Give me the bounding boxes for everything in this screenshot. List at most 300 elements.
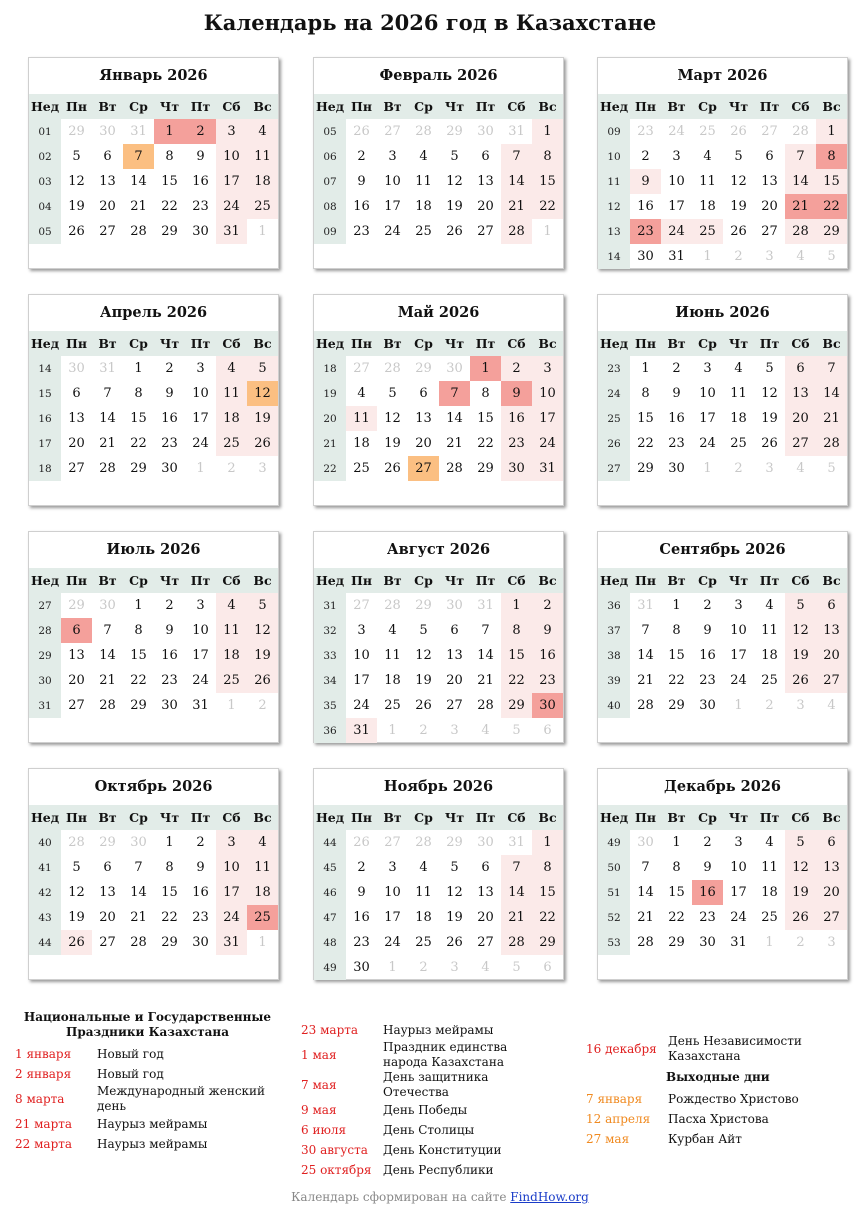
day-cell: 21 [477,673,494,688]
day-cell-other-month: 2 [734,249,743,264]
day-cell: 3 [216,830,247,855]
day-cell-other-month: 2 [227,461,236,476]
day-cell: 12 [247,381,278,406]
month-grid [29,331,278,481]
day-cell: 6 [72,386,81,401]
day-cell: 14 [99,648,116,663]
day-cell: 4 [765,835,774,850]
footer-link[interactable]: FindHow.org [510,1190,589,1204]
day-cell: 6 [816,830,847,855]
day-cell: 13 [446,648,463,663]
day-cell-other-month: 29 [99,835,116,850]
day-cell: 28 [99,461,116,476]
week-number: 14 [29,356,61,381]
legend-holiday-name: День защитника Отечества [383,1070,489,1099]
weekday-header: Вт [661,805,692,830]
day-cell: 8 [501,618,532,643]
day-cell: 19 [68,199,85,214]
day-cell: 6 [481,149,490,164]
day-cell: 5 [388,386,397,401]
day-cell: 6 [419,386,428,401]
day-cell-other-month: 26 [730,124,747,139]
legend-date: 1 мая [301,1048,337,1062]
day-cell: 27 [408,456,439,481]
month-title: Февраль 2026 [379,67,498,84]
day-cell: 27 [816,905,847,930]
day-cell-other-month: 29 [415,361,432,376]
legend-date: 22 марта [15,1137,73,1151]
day-cell: 11 [699,174,716,189]
week-number: 10 [598,144,630,169]
day-cell: 4 [388,623,397,638]
month-grid [598,805,847,955]
legend-national-title: Национальные и Государственные Праздники Казахстана [23,1010,272,1039]
weekday-header: Вс [816,805,847,830]
day-cell: 10 [668,174,685,189]
weekday-header: Чт [154,568,185,593]
weekday-header: Чт [154,94,185,119]
day-cell: 25 [730,436,747,451]
month-title: Апрель 2026 [99,304,208,321]
month-calendar [313,768,564,980]
day-cell: 6 [785,356,816,381]
month-grid [314,94,563,244]
weekday-header: Чт [439,568,470,593]
week-number: 01 [29,119,61,144]
day-cell: 2 [185,119,216,144]
day-cell: 30 [699,698,716,713]
day-cell: 31 [730,935,747,950]
weekday-header: Ср [692,805,723,830]
weekday-header: Ср [408,94,439,119]
day-cell-other-month: 27 [353,598,370,613]
day-cell-other-month: 5 [512,960,521,975]
day-cell: 1 [641,361,650,376]
day-cell-other-month: 3 [450,723,459,738]
month-title: Июнь 2026 [675,304,770,321]
week-number-header: Нед [598,568,630,593]
day-cell-other-month: 31 [99,361,116,376]
day-cell-other-month: 4 [481,960,490,975]
weekday-header: Вт [661,568,692,593]
day-cell: 4 [703,149,712,164]
weekday-header: Чт [723,94,754,119]
day-cell: 25 [353,461,370,476]
day-cell: 26 [247,431,278,456]
day-cell-other-month: 6 [543,960,552,975]
week-number: 38 [598,643,630,668]
day-cell: 1 [165,835,174,850]
day-cell: 24 [730,673,747,688]
day-cell: 30 [699,935,716,950]
day-cell: 31 [532,456,563,481]
day-cell: 17 [730,648,747,663]
day-cell: 13 [477,885,494,900]
day-cell: 22 [668,673,685,688]
weekday-header: Сб [216,568,247,593]
day-cell: 2 [703,598,712,613]
legend-row [586,1109,856,1129]
weekday-header: Пт [754,94,785,119]
day-cell: 29 [477,461,494,476]
day-cell-other-month: 27 [384,835,401,850]
week-number-header: Нед [314,94,346,119]
legend-row [15,1084,280,1114]
day-cell: 27 [99,935,116,950]
day-cell: 9 [196,149,205,164]
day-cell: 14 [477,648,494,663]
weekday-header: Ср [123,94,154,119]
day-cell: 1 [134,598,143,613]
day-cell: 10 [353,648,370,663]
day-cell: 10 [699,386,716,401]
day-cell: 19 [68,910,85,925]
day-cell: 23 [192,910,209,925]
legend-row [586,1034,856,1064]
day-cell: 1 [532,830,563,855]
weekday-header: Вт [92,94,123,119]
day-cell: 21 [637,673,654,688]
day-cell-other-month: 2 [419,960,428,975]
weekday-header: Пт [754,805,785,830]
week-number: 31 [314,593,346,618]
day-cell: 31 [216,930,247,955]
day-cell: 18 [216,643,247,668]
day-cell: 25 [761,910,778,925]
day-cell-other-month: 31 [508,124,525,139]
week-number: 16 [29,406,61,431]
day-cell: 4 [419,860,428,875]
day-cell: 30 [668,461,685,476]
legend-row [301,1120,571,1140]
day-cell: 26 [446,935,463,950]
legend-holiday-name: Праздник единства народа Казахстана [383,1040,508,1069]
day-cell: 18 [730,411,747,426]
day-cell: 9 [630,169,661,194]
weekday-header: Сб [216,331,247,356]
day-cell: 7 [123,144,154,169]
day-cell: 21 [446,436,463,451]
day-cell: 30 [501,456,532,481]
day-cell: 26 [415,698,432,713]
day-cell: 13 [761,174,778,189]
day-cell: 11 [247,855,278,880]
weekday-header: Вс [816,94,847,119]
month-title: Ноябрь 2026 [383,778,494,795]
day-cell: 26 [785,905,816,930]
month-title: Январь 2026 [99,67,208,84]
day-cell: 13 [415,411,432,426]
weekday-header: Пн [346,94,377,119]
day-cell: 7 [501,855,532,880]
day-cell: 21 [785,194,816,219]
legend-row [15,1114,280,1134]
week-number: 45 [314,855,346,880]
day-cell: 5 [72,860,81,875]
day-cell: 19 [785,643,816,668]
day-cell: 6 [103,860,112,875]
day-cell-other-month: 25 [699,124,716,139]
week-number: 26 [598,431,630,456]
weekday-header: Пн [346,805,377,830]
day-cell: 7 [134,860,143,875]
day-cell: 8 [134,386,143,401]
month-title: Декабрь 2026 [663,778,782,795]
day-cell: 2 [196,835,205,850]
day-cell: 30 [532,693,563,718]
day-cell: 3 [672,149,681,164]
month-title: Сентябрь 2026 [659,541,786,558]
day-cell: 1 [501,593,532,618]
day-cell: 15 [130,648,147,663]
day-cell-other-month: 31 [477,598,494,613]
day-cell: 7 [103,386,112,401]
week-number-header: Нед [314,805,346,830]
day-cell: 30 [353,960,370,975]
day-cell: 18 [761,648,778,663]
day-cell: 14 [130,885,147,900]
day-cell: 23 [699,673,716,688]
legend-holiday-name: Наурыз мейрамы [97,1116,208,1131]
week-number: 24 [598,381,630,406]
day-cell: 8 [672,860,681,875]
legend-holiday-name: Новый год [97,1046,164,1061]
day-cell: 13 [99,885,116,900]
weekday-header: Сб [785,805,816,830]
weekday-header: Чт [439,331,470,356]
day-cell: 18 [247,169,278,194]
legend-holiday-name: Новый год [97,1066,164,1081]
week-number: 29 [29,643,61,668]
day-cell-other-month: 31 [508,835,525,850]
day-cell: 19 [384,436,401,451]
day-cell: 3 [734,835,743,850]
weekday-header: Пн [630,331,661,356]
day-cell: 28 [130,224,147,239]
day-cell: 1 [154,119,185,144]
week-number: 18 [314,356,346,381]
weekday-header: Пт [470,568,501,593]
month-title: Август 2026 [386,541,491,558]
weekday-header: Вт [377,94,408,119]
day-cell: 28 [501,930,532,955]
week-number-header: Нед [29,568,61,593]
week-number: 44 [314,830,346,855]
day-cell: 31 [216,219,247,244]
weekday-header: Ср [123,568,154,593]
day-cell: 15 [501,643,532,668]
day-cell: 1 [672,835,681,850]
month-calendar [597,531,848,743]
day-cell: 16 [699,648,716,663]
weekday-header: Сб [785,94,816,119]
day-cell: 17 [384,199,401,214]
day-cell: 3 [388,860,397,875]
week-number: 12 [598,194,630,219]
day-cell-other-month: 28 [384,598,401,613]
legend-date: 6 июля [301,1123,347,1137]
day-cell: 5 [247,356,278,381]
legend-row [15,1134,280,1154]
day-cell: 10 [384,174,401,189]
day-cell: 12 [761,386,778,401]
day-cell: 30 [161,461,178,476]
day-cell-other-month: 29 [415,598,432,613]
footer [0,1190,860,1204]
day-cell: 12 [446,174,463,189]
day-cell: 2 [165,361,174,376]
weekday-header: Чт [154,805,185,830]
week-number: 34 [314,668,346,693]
day-cell: 23 [699,910,716,925]
day-cell: 29 [501,693,532,718]
day-cell: 19 [785,880,816,905]
day-cell-other-month: 26 [353,124,370,139]
week-number: 53 [598,930,630,955]
day-cell: 12 [68,885,85,900]
day-cell-other-month: 30 [477,124,494,139]
day-cell: 17 [699,411,716,426]
day-cell: 16 [532,643,563,668]
day-cell-other-month: 3 [765,249,774,264]
day-cell: 15 [130,411,147,426]
day-cell: 1 [470,356,501,381]
weekday-header: Пт [185,94,216,119]
day-cell: 7 [439,381,470,406]
day-cell: 3 [734,598,743,613]
day-cell: 9 [703,860,712,875]
day-cell: 12 [68,174,85,189]
day-cell: 8 [481,386,490,401]
legend-row [586,1129,856,1149]
day-cell: 11 [346,406,377,431]
day-cell: 28 [477,698,494,713]
day-cell: 24 [730,910,747,925]
day-cell: 2 [672,361,681,376]
day-cell: 28 [637,935,654,950]
day-cell-other-month: 4 [481,723,490,738]
weekday-header: Сб [501,94,532,119]
day-cell: 14 [637,885,654,900]
month-grid [29,805,278,955]
weekday-header: Пн [346,568,377,593]
day-cell: 10 [384,885,401,900]
day-cell-other-month: 28 [415,835,432,850]
day-cell: 22 [637,436,654,451]
legend-holiday-name: День Республики [383,1162,494,1177]
day-cell: 27 [816,668,847,693]
weekday-header: Пн [630,94,661,119]
week-number: 04 [29,194,61,219]
day-cell: 24 [216,905,247,930]
weekday-header: Вс [532,805,563,830]
day-cell: 19 [446,910,463,925]
day-cell: 11 [216,618,247,643]
day-cell: 29 [532,930,563,955]
day-cell: 23 [630,219,661,244]
legend-date: 23 марта [301,1023,359,1037]
week-number-header: Нед [598,331,630,356]
week-number: 13 [598,219,630,244]
day-cell: 20 [99,910,116,925]
week-number: 44 [29,930,61,955]
day-cell: 29 [637,461,654,476]
day-cell: 30 [192,224,209,239]
day-cell: 15 [161,885,178,900]
day-cell: 10 [192,623,209,638]
legend-holiday-name: Наурыз мейрамы [97,1136,208,1151]
weekday-header: Вт [92,805,123,830]
weekday-header: Сб [501,331,532,356]
legend-holiday-name: Курбан Айт [668,1131,742,1146]
day-cell: 16 [501,406,532,431]
day-cell: 10 [730,860,747,875]
day-cell: 27 [477,224,494,239]
day-cell: 26 [446,224,463,239]
day-cell: 12 [247,618,278,643]
weekday-header: Ср [123,331,154,356]
legend-row [301,1070,571,1100]
month-grid [598,568,847,718]
day-cell: 8 [816,144,847,169]
weekday-header: Вс [247,568,278,593]
day-cell: 13 [785,381,816,406]
day-cell: 20 [415,436,432,451]
day-cell: 17 [353,673,370,688]
day-cell: 25 [415,935,432,950]
day-cell: 3 [196,361,205,376]
day-cell: 22 [477,436,494,451]
day-cell: 30 [161,698,178,713]
weekday-header: Пт [754,568,785,593]
week-number: 27 [598,456,630,481]
day-cell: 22 [130,436,147,451]
day-cell: 4 [247,119,278,144]
day-cell-other-month: 3 [258,461,267,476]
day-cell: 24 [192,436,209,451]
day-cell: 15 [477,411,494,426]
day-cell: 27 [68,461,85,476]
weekday-header: Вс [532,568,563,593]
week-number: 49 [314,955,346,980]
day-cell: 30 [637,249,654,264]
month-grid [314,331,563,481]
week-number: 40 [598,693,630,718]
day-cell: 21 [501,194,532,219]
weekday-header: Вт [661,331,692,356]
week-number: 30 [29,668,61,693]
legend-national [15,1010,280,1154]
legend-date: 8 марта [15,1092,65,1106]
footer-text: Календарь сформирован на сайте [291,1190,507,1204]
week-number: 11 [598,169,630,194]
day-cell: 12 [415,648,432,663]
day-cell: 1 [134,361,143,376]
weekday-header: Пт [470,805,501,830]
day-cell: 18 [761,885,778,900]
day-cell: 28 [816,431,847,456]
day-cell: 10 [730,623,747,638]
day-cell: 29 [130,698,147,713]
day-cell-other-month: 23 [637,124,654,139]
weekday-header: Пн [630,805,661,830]
day-cell-other-month: 3 [450,960,459,975]
legend-row [301,1040,571,1070]
day-cell: 10 [532,381,563,406]
day-cell: 28 [130,935,147,950]
week-number-header: Нед [29,331,61,356]
day-cell: 5 [450,149,459,164]
